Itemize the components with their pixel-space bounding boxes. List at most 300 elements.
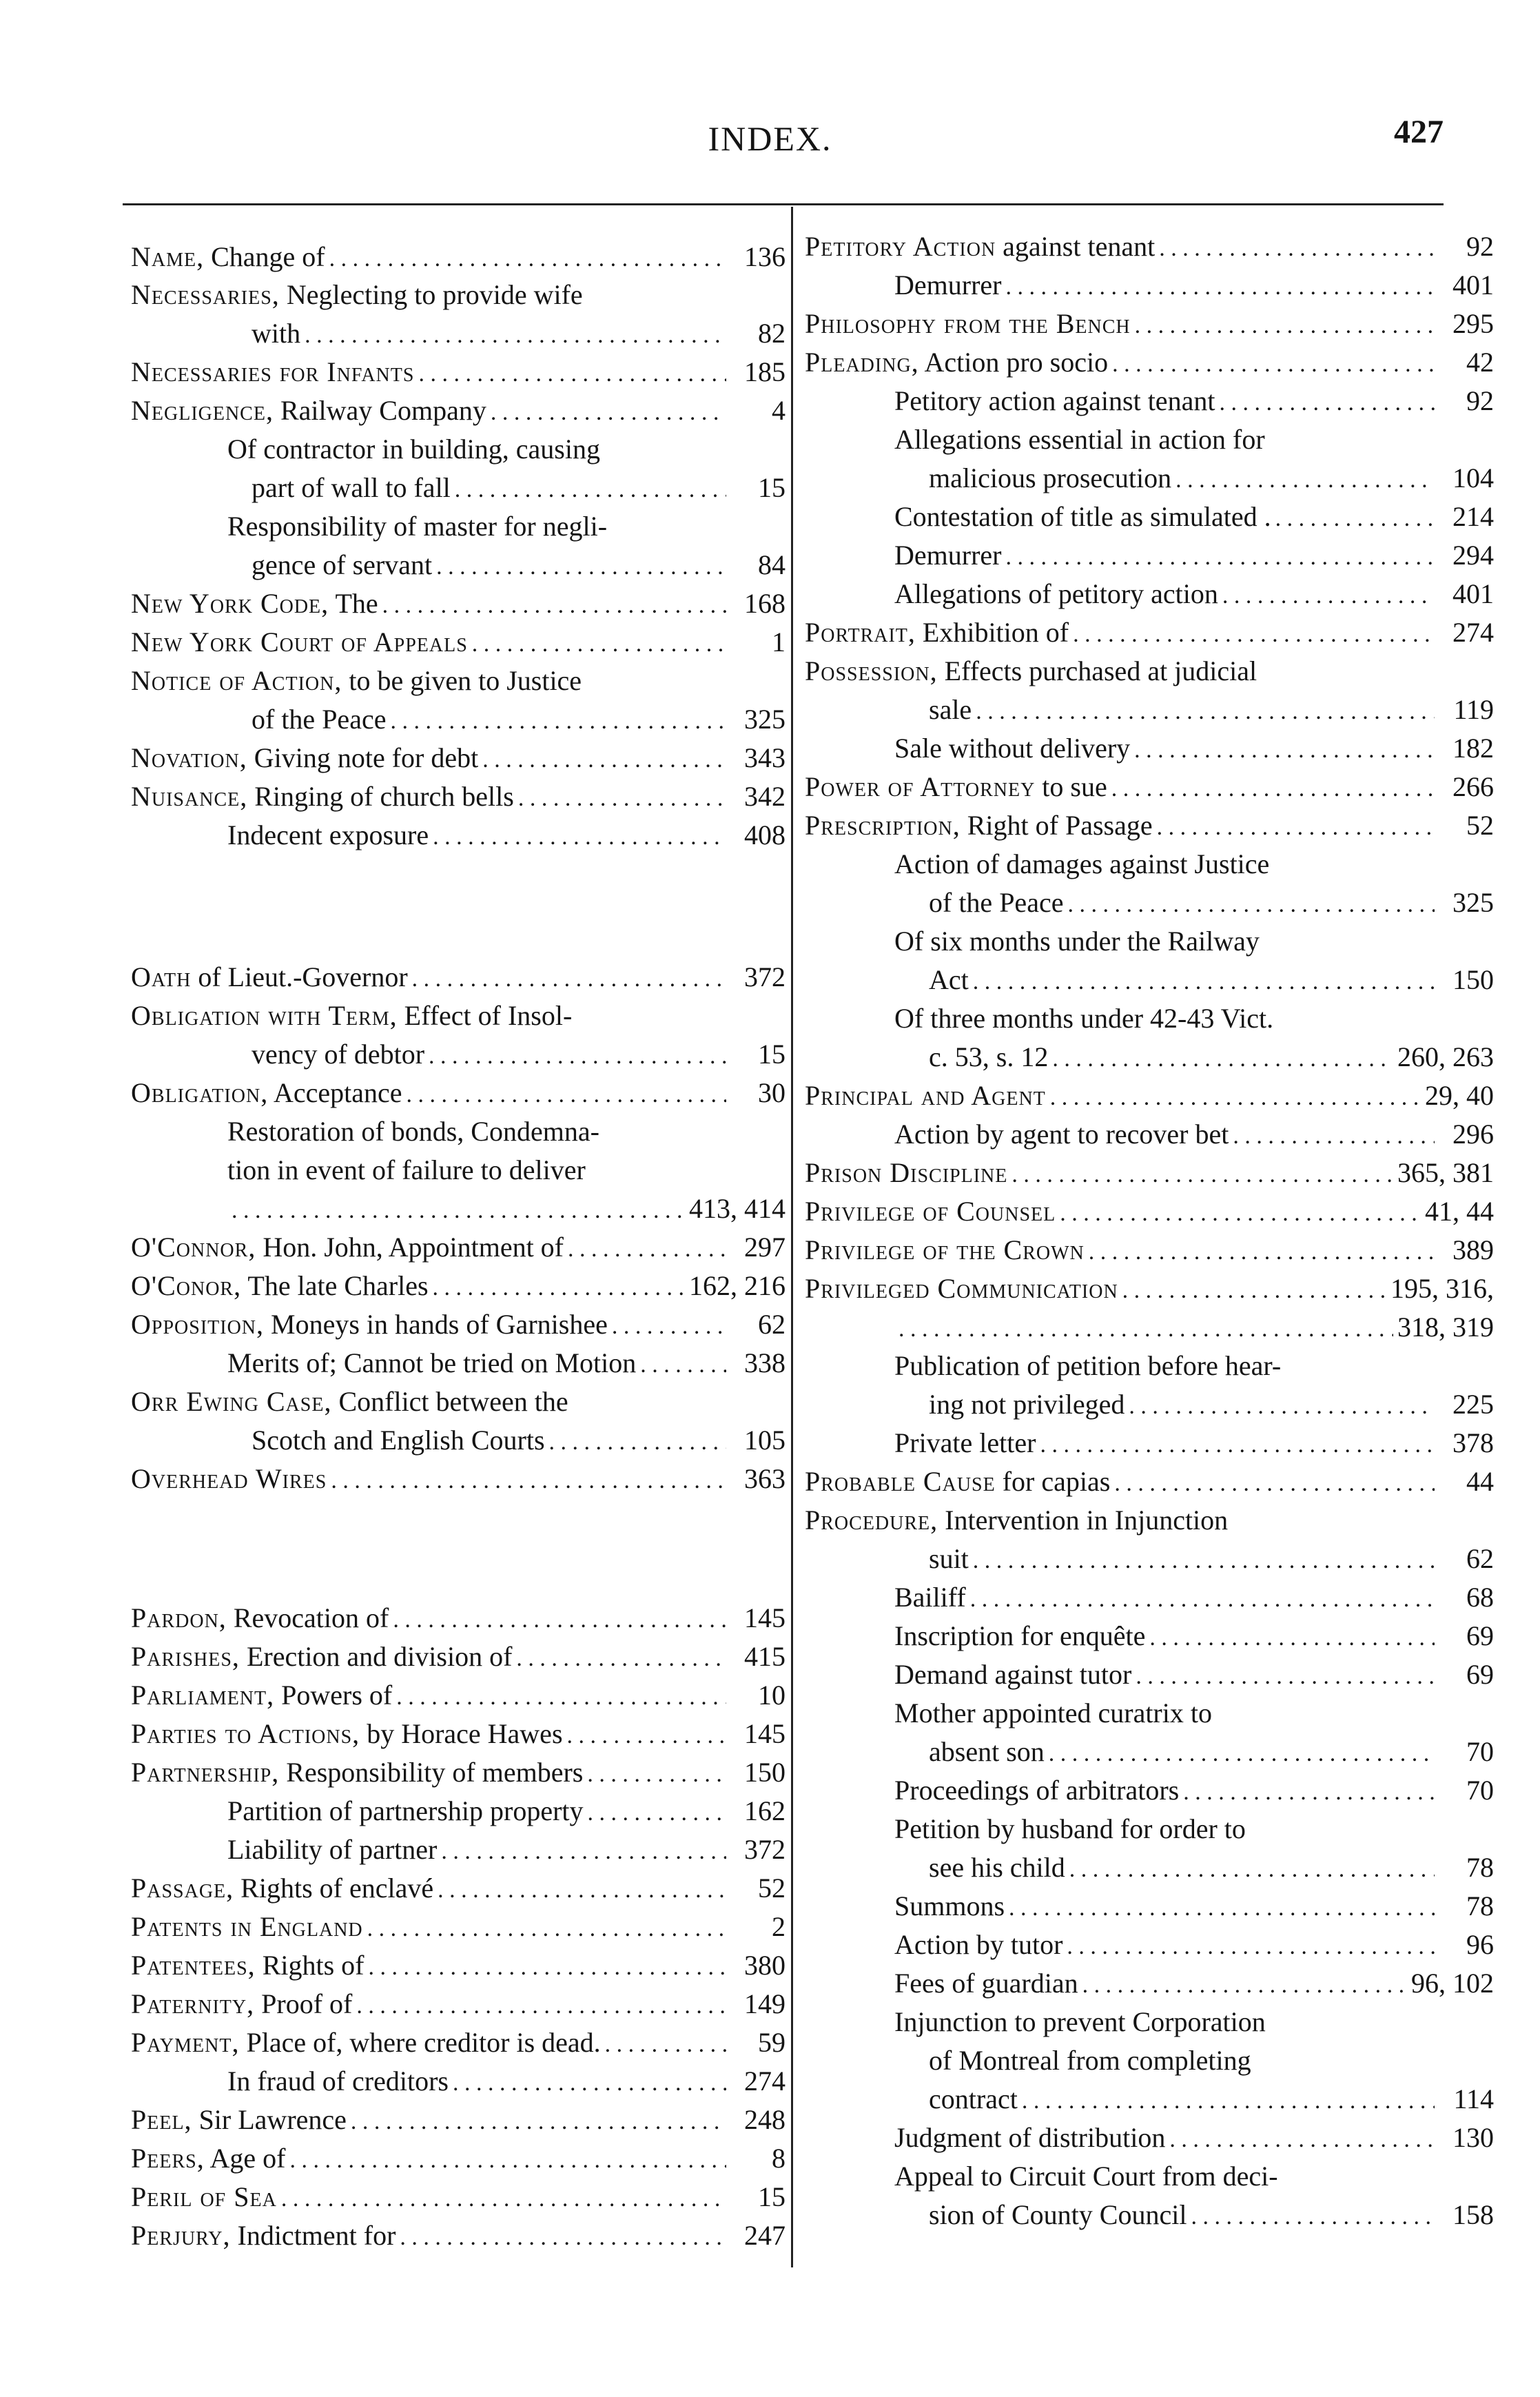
index-entry [131, 1715, 786, 1755]
entry-text: ing not privileged [929, 1389, 1125, 1420]
index-entry [894, 2157, 1494, 2196]
entry-text: Neglecting to provide wife [279, 279, 583, 310]
index-entry [929, 1385, 1494, 1426]
dot-leader [482, 739, 726, 779]
entry-text: Hon. John, Appointment of [256, 1232, 564, 1263]
page-reference: 92 [1466, 385, 1494, 416]
index-entry [894, 536, 1494, 577]
index-entry [251, 469, 786, 509]
entry-heading: Obligation, [131, 1077, 269, 1108]
dot-leader [281, 2178, 726, 2218]
index-entry [805, 1462, 1494, 1503]
dot-leader [1191, 2196, 1435, 2236]
entry-heading: Passage, [131, 1873, 234, 1904]
dot-leader [305, 314, 726, 355]
entry-text: Demurrer [894, 269, 1002, 300]
dot-leader [351, 2101, 726, 2141]
page-reference: 274 [1452, 617, 1494, 648]
page-reference: 297 [744, 1232, 786, 1263]
entry-text: Effect of Insol- [397, 1000, 573, 1031]
index-entry [227, 507, 786, 546]
entry-heading: Patents in England [131, 1911, 363, 1942]
entry-heading: Possession, [805, 655, 938, 686]
entry-text: Revocation of [226, 1602, 389, 1633]
entry-text: absent son [929, 1736, 1045, 1767]
dot-leader [400, 2216, 726, 2257]
entry-heading: Philosophy from the Bench [805, 308, 1131, 339]
index-entry [805, 1192, 1494, 1233]
entry-heading: Patentees, [131, 1950, 256, 1981]
entry-heading: Nuisance, [131, 781, 248, 812]
entry-text: sion of County Council [929, 2199, 1187, 2230]
index-entry [131, 1305, 786, 1346]
index-entry [894, 1308, 1494, 1349]
index-entry [894, 999, 1494, 1038]
dot-leader [568, 1228, 726, 1269]
page-reference: 30 [758, 1077, 786, 1108]
entry-text: Scotch and English Courts [251, 1425, 545, 1456]
dot-leader [441, 1830, 726, 1871]
entry-text: Responsibility of master for negli- [227, 511, 608, 542]
page-reference: 52 [1466, 810, 1494, 841]
page-reference: 365, 381 [1397, 1157, 1494, 1188]
entry-text: Intervention in Injunction [938, 1504, 1229, 1536]
entry-text: Liability of partner [227, 1834, 438, 1865]
dot-leader [390, 700, 726, 741]
entry-text: Judgment of distribution [894, 2122, 1166, 2153]
entry-heading: Oath [131, 961, 192, 992]
dot-leader [1082, 1964, 1407, 2005]
dot-leader [491, 391, 726, 432]
dot-leader [518, 777, 726, 818]
index-entry [227, 1344, 786, 1385]
entry-heading: Pardon, [131, 1602, 227, 1633]
page-reference: 266 [1452, 771, 1494, 802]
index-entry [929, 961, 1494, 1001]
entry-text: Contestation of title as simulated . [894, 501, 1271, 532]
entry-text: The [329, 588, 378, 619]
dot-leader [1169, 2119, 1435, 2159]
entry-text: Conflict between the [331, 1386, 568, 1417]
page-reference: 247 [744, 2220, 786, 2251]
dot-leader [1073, 613, 1435, 654]
index-entry [805, 613, 1494, 654]
dot-leader [1114, 1462, 1435, 1503]
index-entry [131, 1869, 786, 1910]
entry-text: Effects purchased at judicial [937, 655, 1257, 686]
page-reference: 10 [758, 1680, 786, 1711]
dot-leader [382, 584, 726, 625]
page-reference: 84 [758, 549, 786, 580]
dot-leader [1005, 266, 1435, 307]
page-reference: 145 [744, 1718, 786, 1749]
entry-text: Giving note for debt [247, 742, 479, 773]
page-reference: 130 [1452, 2122, 1494, 2153]
index-entry [894, 1964, 1494, 2005]
index-entry [131, 1599, 786, 1640]
entry-text: Injunction to prevent Corporation [894, 2006, 1266, 2037]
index-entry [131, 1676, 786, 1717]
entry-text: Demurrer [894, 540, 1002, 571]
entry-text: of the Peace [251, 704, 387, 735]
dot-leader [612, 1305, 726, 1346]
entry-text: see his child [929, 1852, 1065, 1883]
index-entry [131, 391, 786, 432]
dot-leader [973, 961, 1435, 1001]
page-number: 427 [1394, 114, 1444, 150]
index-entry [131, 2101, 786, 2141]
index-entry [894, 922, 1494, 961]
page-reference: 214 [1452, 501, 1494, 532]
page-reference: 104 [1452, 462, 1494, 493]
index-entry [227, 1830, 786, 1871]
index-entry [805, 343, 1494, 384]
entry-text: Private letter [894, 1427, 1036, 1458]
entry-heading: Portrait, [805, 617, 916, 648]
entry-heading: O'Connor, [131, 1232, 256, 1263]
entry-heading: Peel, [131, 2104, 192, 2135]
entry-text: vency of debtor [251, 1039, 425, 1070]
page-reference: 158 [1452, 2199, 1494, 2230]
entry-text: Summons [894, 1890, 1005, 1921]
page-reference: 380 [744, 1950, 786, 1981]
entry-text: for capias [995, 1466, 1111, 1497]
index-entry [894, 575, 1494, 615]
dot-leader [418, 353, 726, 394]
page-reference: 195, 316, [1390, 1273, 1494, 1304]
page-reference: 415 [744, 1641, 786, 1672]
dot-leader [1089, 1231, 1435, 1272]
index-entry [894, 382, 1494, 422]
entry-text: Petition by husband for order to [894, 1813, 1246, 1844]
entry-text: Rights of enclavé [234, 1873, 434, 1904]
index-entry [251, 700, 786, 741]
dot-leader [1067, 1926, 1435, 1966]
page-reference: 52 [758, 1873, 786, 1904]
page-reference: 59 [758, 2027, 786, 2058]
entry-text: Proof of [254, 1988, 353, 2019]
dot-leader [433, 1267, 685, 1307]
page-reference: 96, 102 [1411, 1968, 1494, 1999]
entry-heading: Parishes, [131, 1641, 240, 1672]
index-entry [894, 1347, 1494, 1385]
index-entry [894, 729, 1494, 770]
entry-text: Of six months under the Railway [894, 926, 1260, 957]
entry-text: Bailiff [894, 1582, 966, 1613]
entry-heading: Pleading, [805, 347, 919, 378]
index-entry [131, 2023, 786, 2064]
dot-leader [1136, 1655, 1435, 1696]
entry-text: Sale without delivery [894, 733, 1131, 764]
index-entry [894, 1810, 1494, 1848]
index-entry [131, 997, 786, 1035]
dot-leader [1219, 382, 1435, 422]
entry-text: of Montreal from completing [929, 2045, 1251, 2076]
index-entry [227, 1792, 786, 1833]
page-reference: 4 [772, 395, 786, 426]
entry-text: Allegations essential in action for [894, 424, 1265, 455]
entry-text: to sue [1035, 771, 1107, 802]
dot-leader [1159, 227, 1435, 268]
dot-leader [331, 1460, 726, 1500]
index-entry [894, 2119, 1494, 2159]
entry-text: Restoration of bonds, Condemna- [227, 1116, 599, 1147]
entry-text: suit [929, 1543, 969, 1574]
page-reference: 41, 44 [1425, 1196, 1494, 1227]
index-entry [894, 420, 1494, 459]
index-entry [131, 276, 786, 314]
page-reference: 225 [1452, 1389, 1494, 1420]
entry-text: Responsibility of members [279, 1757, 584, 1788]
page-reference: 408 [744, 819, 786, 850]
index-entry [929, 691, 1494, 731]
page-reference: 413, 414 [689, 1193, 786, 1224]
entry-text: Of contractor in building, causing [227, 434, 600, 465]
index-entry [227, 1190, 786, 1230]
entry-heading: Power of Attorney [805, 771, 1036, 802]
dot-leader [970, 1578, 1435, 1619]
index-entry [131, 2139, 786, 2180]
dot-leader [1009, 1887, 1435, 1928]
entry-text: Appeal to Circuit Court from deci- [894, 2161, 1278, 2192]
dot-leader [1067, 884, 1435, 924]
entry-text: Indictment for [230, 2220, 396, 2251]
header-rule [123, 203, 1444, 205]
index-entry [805, 1269, 1494, 1310]
dot-leader [1022, 2080, 1435, 2121]
entry-heading: Payment, [131, 2027, 240, 2058]
entry-text: Place of, where creditor is dead. [239, 2027, 601, 2058]
entry-text: by Horace Hawes [360, 1718, 563, 1749]
entry-text: Action by agent to recover bet [894, 1119, 1229, 1150]
page-reference: 401 [1452, 578, 1494, 609]
page-reference: 372 [744, 961, 786, 992]
entry-heading: Orr Ewing Case, [131, 1386, 332, 1417]
index-entry [929, 2196, 1494, 2236]
page-reference: 15 [758, 1039, 786, 1070]
index-entry [929, 884, 1494, 924]
entry-text: Of three months under 42-43 Vict. [894, 1003, 1274, 1034]
dot-leader [1149, 1617, 1435, 1658]
dot-leader [1060, 1192, 1421, 1233]
index-entry [251, 1035, 786, 1076]
entry-heading: Opposition, [131, 1309, 265, 1340]
index-entry [805, 227, 1494, 268]
dot-leader [1275, 498, 1435, 538]
page-reference: 29, 40 [1425, 1080, 1494, 1111]
entry-text: Exhibition of [915, 617, 1069, 648]
index-entry [894, 1578, 1494, 1619]
entry-heading: Partnership, [131, 1757, 280, 1788]
dot-leader [412, 958, 726, 999]
dot-leader [1157, 806, 1435, 847]
page-reference: 44 [1466, 1466, 1494, 1497]
entry-text: malicious prosecution [929, 462, 1172, 493]
index-entry [929, 1848, 1494, 1889]
dot-leader [407, 1074, 726, 1114]
dot-leader [1175, 459, 1435, 500]
entry-text: Fees of guardian [894, 1968, 1078, 1999]
page-reference: 248 [744, 2104, 786, 2135]
index-entry [894, 1655, 1494, 1696]
dot-leader [232, 1190, 685, 1230]
entry-text: Railway Company [273, 395, 486, 426]
index-entry [131, 1985, 786, 2026]
entry-text: Act [929, 964, 969, 995]
dot-leader [289, 2139, 726, 2180]
dot-leader [329, 238, 726, 278]
entry-heading: Privilege of the Crown [805, 1234, 1085, 1265]
page-reference: 338 [744, 1347, 786, 1378]
index-entry [894, 1115, 1494, 1156]
entry-text: Ringing of church bells [247, 781, 514, 812]
index-entry [131, 1946, 786, 1987]
entry-heading: Parties to Actions, [131, 1718, 360, 1749]
index-entry [805, 305, 1494, 345]
index-entry [929, 2080, 1494, 2121]
entry-text: contract [929, 2083, 1018, 2114]
dot-leader [1233, 1115, 1435, 1156]
dot-leader [438, 1869, 726, 1910]
index-entry [131, 584, 786, 625]
page-title: INDEX. [708, 119, 832, 158]
entry-heading: Prison Discipline [805, 1157, 1008, 1188]
entry-text: with [251, 318, 301, 349]
page-reference: 145 [744, 1602, 786, 1633]
entry-heading: Novation, [131, 742, 247, 773]
dot-leader [1112, 343, 1435, 384]
dot-leader [1135, 305, 1435, 345]
entry-text: Allegations of petitory action [894, 578, 1218, 609]
entry-text: Action of damages against Justice [894, 848, 1270, 879]
index-entry [131, 739, 786, 779]
index-entry [131, 1383, 786, 1421]
index-entry [227, 816, 786, 857]
index-entry [929, 1733, 1494, 1773]
entry-text: Sir Lawrence [192, 2104, 347, 2135]
page-reference: 136 [744, 241, 786, 272]
entry-text: Mother appointed curatrix to [894, 1697, 1212, 1728]
page-reference: 114 [1453, 2083, 1494, 2114]
entry-text: against tenant [996, 231, 1156, 262]
entry-heading: Necessaries, [131, 279, 280, 310]
page-reference: 185 [744, 356, 786, 387]
index-entry [894, 1424, 1494, 1465]
page-reference: 15 [758, 2181, 786, 2212]
index-entry [227, 1112, 786, 1151]
dot-leader [1049, 1733, 1435, 1773]
page-reference: 378 [1452, 1427, 1494, 1458]
entry-heading: Petitory Action [805, 231, 996, 262]
page-reference: 70 [1466, 1775, 1494, 1806]
dot-leader [1040, 1424, 1435, 1465]
entry-text: Right of Passage [960, 810, 1153, 841]
index-entry [227, 1151, 786, 1190]
page-reference: 162, 216 [689, 1270, 786, 1301]
page-reference: 274 [744, 2066, 786, 2097]
index-entry [131, 2216, 786, 2257]
page-reference: 296 [1452, 1119, 1494, 1150]
page-reference: 168 [744, 588, 786, 619]
entry-heading: O'Conor, [131, 1270, 242, 1301]
index-entry [131, 958, 786, 999]
dot-leader [1005, 536, 1435, 577]
dot-leader [472, 623, 726, 664]
index-entry [805, 1154, 1494, 1194]
dot-leader [1012, 1154, 1393, 1194]
page-reference: 294 [1452, 540, 1494, 571]
dot-leader [549, 1421, 726, 1462]
page-reference: 2 [772, 1911, 786, 1942]
dot-leader [516, 1638, 726, 1678]
index-entry [227, 430, 786, 469]
dot-leader [1111, 768, 1435, 808]
dot-leader [433, 816, 726, 857]
column-divider [791, 207, 793, 2267]
entry-heading: Notice of Action, [131, 665, 342, 696]
entry-text: Merits of; Cannot be tried on Motion [227, 1347, 637, 1378]
index-entry [805, 806, 1494, 847]
entry-heading: Name, [131, 241, 205, 272]
index-entry [894, 1926, 1494, 1966]
dot-leader [429, 1035, 726, 1076]
index-entry [131, 2178, 786, 2218]
dot-leader [567, 1715, 726, 1755]
entry-text: sale [929, 694, 972, 725]
entry-heading: Principal and Agent [805, 1080, 1046, 1111]
entry-text: Inscription for enquête [894, 1620, 1146, 1651]
index-entry [131, 1460, 786, 1500]
dot-leader [436, 546, 726, 586]
dot-leader [1129, 1385, 1435, 1426]
page-reference: 69 [1466, 1620, 1494, 1651]
entry-text: Powers of [274, 1680, 393, 1711]
page-reference: 119 [1453, 694, 1494, 725]
entry-heading: Obligation with Term, [131, 1000, 398, 1031]
entry-heading: Paternity, [131, 1988, 255, 2019]
entry-text: Action by tutor [894, 1929, 1063, 1960]
index-entry [131, 1228, 786, 1269]
entry-heading: New York Code, [131, 588, 329, 619]
page-reference: 363 [744, 1463, 786, 1494]
page-reference: 260, 263 [1397, 1041, 1494, 1072]
dot-leader [1122, 1269, 1386, 1310]
page-reference: 82 [758, 318, 786, 349]
entry-text: tion in event of failure to deliver [227, 1154, 586, 1185]
index-entry [251, 546, 786, 586]
dot-leader [899, 1308, 1393, 1349]
index-entry [131, 238, 786, 278]
index-entry [251, 1421, 786, 1462]
index-entry [131, 662, 786, 700]
entry-text: Publication of petition before hear- [894, 1350, 1282, 1381]
page-reference: 62 [758, 1309, 786, 1340]
dot-leader [1069, 1848, 1435, 1889]
entry-heading: Peers, [131, 2143, 205, 2174]
entry-text: Age of [204, 2143, 286, 2174]
entry-heading: Perjury, [131, 2220, 231, 2251]
index-entry [227, 2062, 786, 2103]
page-reference: 389 [1452, 1234, 1494, 1265]
index-entry [929, 1540, 1494, 1580]
entry-text: Acceptance [268, 1077, 402, 1108]
index-entry [805, 1231, 1494, 1272]
page-reference: 149 [744, 1988, 786, 2019]
page-reference: 150 [1452, 964, 1494, 995]
index-entry [929, 2041, 1494, 2080]
entry-text: Indecent exposure [227, 819, 429, 850]
dot-leader [1183, 1771, 1435, 1812]
